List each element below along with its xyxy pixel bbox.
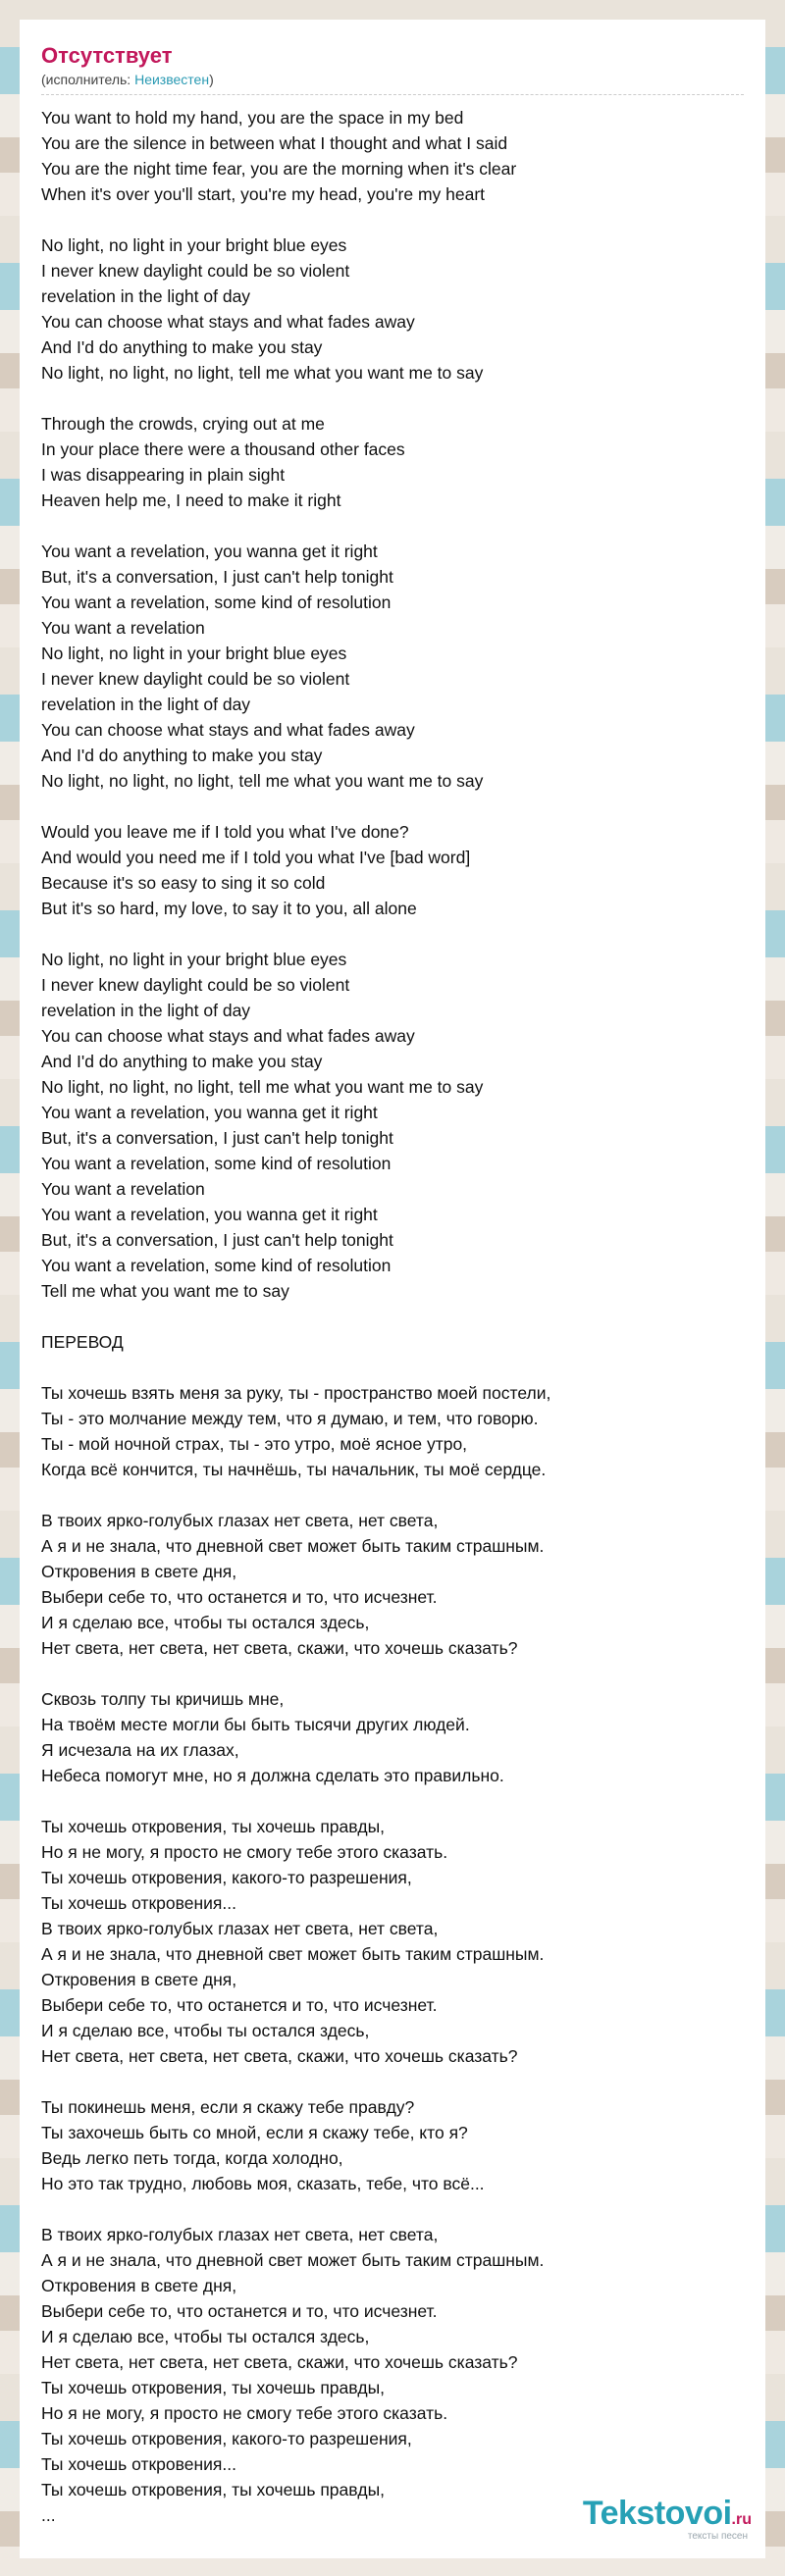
lyric-line: No light, no light, no light, tell me what you want me to say: [41, 363, 484, 383]
lyric-line: Heaven help me, I need to make it right: [41, 490, 341, 510]
lyric-line: Нет света, нет света, нет света, скажи, что хочешь сказать?: [41, 2352, 518, 2372]
lyric-line: You are the night time fear, you are the morning when it's clear: [41, 159, 517, 179]
lyric-line: И я сделаю все, чтобы ты остался здесь,: [41, 2327, 370, 2346]
lyric-line: You want a revelation, some kind of resolution: [41, 1256, 392, 1275]
lyric-line: Ты хочешь откровения...: [41, 1893, 236, 1913]
lyric-line: [41, 386, 744, 411]
lyric-line: Ты хочешь откровения, какого-то разрешения,: [41, 1868, 412, 1887]
lyric-line: Но это так трудно, любовь моя, сказать, тебе, что всё...: [41, 2174, 485, 2193]
lyric-line: You can choose what stays and what fades away: [41, 312, 415, 332]
lyric-line: Ты хочешь взять меня за руку, ты - пространство моей постели,: [41, 1383, 551, 1403]
lyric-line: In your place there were a thousand other faces: [41, 439, 405, 459]
lyric-line: No light, no light in your bright blue eyes: [41, 644, 347, 663]
lyric-line: But, it's a conversation, I just can't help tonight: [41, 1230, 393, 1250]
lyric-line: Ты хочешь откровения, ты хочешь правды,: [41, 2378, 386, 2397]
lyric-line: When it's over you'll start, you're my head, you're my heart: [41, 184, 486, 204]
lyric-line: I never knew daylight could be so violent: [41, 975, 350, 995]
lyric-line: You can choose what stays and what fades away: [41, 1026, 415, 1046]
lyric-line: revelation in the light of day: [41, 286, 251, 306]
lyric-line: Ведь легко петь тогда, когда холодно,: [41, 2148, 343, 2168]
logo-tld-text: .ru: [731, 2511, 752, 2528]
lyric-line: [41, 513, 744, 539]
lyric-line: And would you need me if I told you what I've [bad word]: [41, 848, 471, 867]
lyric-line: Ты хочешь откровения...: [41, 2454, 236, 2474]
lyric-line: Откровения в свете дня,: [41, 1970, 237, 1989]
lyric-line: No light, no light, no light, tell me what you want me to say: [41, 771, 484, 791]
lyric-line: ...: [41, 2505, 56, 2525]
lyric-line: And I'd do anything to make you stay: [41, 1052, 323, 1071]
lyric-line: [41, 1355, 744, 1380]
lyric-line: Ты захочешь быть со мной, если я скажу тебе, кто я?: [41, 2123, 468, 2142]
lyric-line: [41, 1788, 744, 1814]
lyric-line: На твоём месте могли бы быть тысячи других людей.: [41, 1715, 470, 1734]
site-logo[interactable]: [583, 2496, 752, 2543]
lyric-line: [41, 1304, 744, 1329]
lyric-line: Through the crowds, crying out at me: [41, 414, 325, 434]
lyric-line: Ты хочешь откровения, ты хочешь правды,: [41, 1817, 386, 1836]
lyric-line: Tell me what you want me to say: [41, 1281, 289, 1301]
lyric-line: Would you leave me if I told you what I've done?: [41, 822, 409, 842]
lyric-line: Я исчезала на их глазах,: [41, 1740, 239, 1760]
lyric-line: [41, 1661, 744, 1686]
lyric-line: No light, no light in your bright blue eyes: [41, 235, 347, 255]
lyric-line: You want a revelation, you wanna get it right: [41, 1205, 378, 1224]
lyric-line: Ты - это молчание между тем, что я думаю, и тем, что говорю.: [41, 1409, 539, 1428]
lyric-line: Выбери себе то, что останется и то, что исчезнет.: [41, 1587, 438, 1607]
lyric-line: No light, no light in your bright blue eyes: [41, 950, 347, 969]
lyric-line: Небеса помогут мне, но я должна сделать это правильно.: [41, 1766, 504, 1785]
lyric-line: But it's so hard, my love, to say it to you, all alone: [41, 899, 417, 918]
lyric-line: Но я не могу, я просто не смогу тебе этого сказать.: [41, 1842, 448, 1862]
lyric-line: Because it's so easy to sing it so cold: [41, 873, 326, 893]
lyric-line: You can choose what stays and what fades away: [41, 720, 415, 740]
lyric-line: Ты хочешь откровения, какого-то разрешения,: [41, 2429, 412, 2448]
lyric-line: I never knew daylight could be so violent: [41, 261, 350, 281]
lyric-line: But, it's a conversation, I just can't help tonight: [41, 567, 393, 587]
lyric-line: ПЕРЕВОД: [41, 1332, 124, 1352]
performer-link[interactable]: Неизвестен: [134, 72, 210, 87]
lyric-line: Ты покинешь меня, если я скажу тебе правду?: [41, 2097, 415, 2117]
lyric-line: В твоих ярко-голубых глазах нет света, нет света,: [41, 2225, 439, 2244]
lyric-line: And I'd do anything to make you stay: [41, 746, 323, 765]
lyric-line: Ты - мой ночной страх, ты - это утро, моё ясное утро,: [41, 1434, 468, 1454]
lyric-line: revelation in the light of day: [41, 1001, 251, 1020]
logo-tagline: тексты песен: [687, 2531, 748, 2542]
lyric-line: I never knew daylight could be so violent: [41, 669, 350, 689]
lyric-line: Ты хочешь откровения, ты хочешь правды,: [41, 2480, 386, 2499]
lyric-line: И я сделаю все, чтобы ты остался здесь,: [41, 2021, 370, 2040]
lyric-line: И я сделаю все, чтобы ты остался здесь,: [41, 1613, 370, 1632]
lyric-line: revelation in the light of day: [41, 695, 251, 714]
performer-line: [41, 71, 744, 95]
lyric-line: Откровения в свете дня,: [41, 1562, 237, 1581]
lyric-line: Выбери себе то, что останется и то, что исчезнет.: [41, 2301, 438, 2321]
lyric-line: Нет света, нет света, нет света, скажи, что хочешь сказать?: [41, 1638, 518, 1658]
lyric-line: [41, 1482, 744, 1508]
lyric-line: А я и не знала, что дневной свет может быть таким страшным.: [41, 1536, 545, 1556]
lyric-line: No light, no light, no light, tell me what you want me to say: [41, 1077, 484, 1097]
lyric-line: You want a revelation, some kind of resolution: [41, 592, 392, 612]
lyric-line: Выбери себе то, что останется и то, что исчезнет.: [41, 1995, 438, 2015]
lyric-line: В твоих ярко-голубых глазах нет света, нет света,: [41, 1511, 439, 1530]
performer-suffix: ): [209, 72, 214, 87]
lyric-line: But, it's a conversation, I just can't help tonight: [41, 1128, 393, 1148]
lyric-line: You want a revelation: [41, 618, 205, 638]
lyric-line: [41, 2069, 744, 2094]
lyric-line: [41, 2196, 744, 2222]
lyric-line: You want a revelation, some kind of resolution: [41, 1154, 392, 1173]
performer-prefix: (исполнитель:: [41, 72, 135, 87]
song-title: Отсутствует: [41, 43, 173, 68]
lyric-line: I was disappearing in plain sight: [41, 465, 286, 485]
lyric-line: Нет света, нет света, нет света, скажи, что хочешь сказать?: [41, 2046, 518, 2066]
logo-main-text: Tekstovoi: [582, 2495, 732, 2532]
lyric-line: В твоих ярко-голубых глазах нет света, нет света,: [41, 1919, 439, 1938]
lyric-line: You want to hold my hand, you are the space in my bed: [41, 108, 464, 128]
lyric-line: [41, 921, 744, 947]
lyrics-text: [41, 105, 744, 2528]
lyric-line: You are the silence in between what I thought and what I said: [41, 133, 508, 153]
lyrics-page: [20, 20, 765, 2558]
lyric-line: А я и не знала, что дневной свет может быть таким страшным.: [41, 2250, 545, 2270]
lyric-line: You want a revelation, you wanna get it right: [41, 1103, 378, 1122]
logo-wordmark: [583, 2496, 752, 2531]
lyric-line: You want a revelation: [41, 1179, 205, 1199]
lyric-line: [41, 207, 744, 232]
lyric-line: Сквозь толпу ты кричишь мне,: [41, 1689, 285, 1709]
lyric-line: А я и не знала, что дневной свет может быть таким страшным.: [41, 1944, 545, 1964]
lyric-line: You want a revelation, you wanna get it right: [41, 541, 378, 561]
lyric-line: [41, 794, 744, 819]
lyric-line: Когда всё кончится, ты начнёшь, ты начальник, ты моё сердце.: [41, 1460, 547, 1479]
lyric-line: Откровения в свете дня,: [41, 2276, 237, 2295]
lyric-line: Но я не могу, я просто не смогу тебе этого сказать.: [41, 2403, 448, 2423]
lyric-line: And I'd do anything to make you stay: [41, 337, 323, 357]
